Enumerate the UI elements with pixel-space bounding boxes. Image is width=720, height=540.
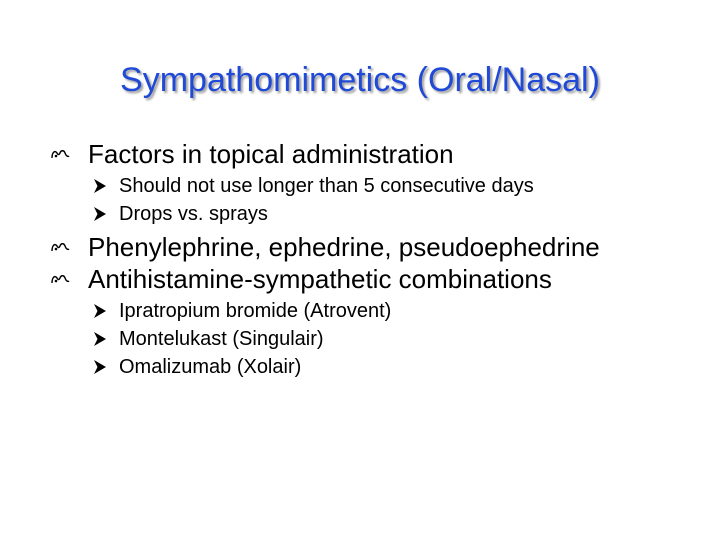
arrowhead-icon bbox=[93, 359, 119, 375]
sub-bullet-item bbox=[93, 202, 268, 226]
bullet-glyph-icon bbox=[50, 148, 88, 160]
bullet-item bbox=[50, 232, 600, 262]
bullet-glyph-icon bbox=[50, 241, 88, 253]
arrowhead-icon bbox=[93, 303, 119, 319]
bullet-text: Phenylephrine, ephedrine, pseudoephedrine bbox=[88, 232, 600, 262]
bullet-item bbox=[50, 139, 454, 169]
sub-bullet-text: Montelukast (Singulair) bbox=[119, 328, 324, 350]
arrowhead-icon bbox=[93, 331, 119, 347]
bullet-glyph-icon bbox=[50, 273, 88, 285]
sub-bullet-text: Should not use longer than 5 consecutive days bbox=[119, 175, 534, 197]
sub-bullet-item bbox=[93, 299, 391, 323]
sub-bullet-item bbox=[93, 174, 534, 198]
sub-bullet-text: Drops vs. sprays bbox=[119, 203, 268, 225]
slide-title: Sympathomimetics (Oral/Nasal) bbox=[120, 61, 600, 99]
sub-bullet-item bbox=[93, 355, 301, 379]
bullet-text: Antihistamine-sympathetic combinations bbox=[88, 264, 552, 294]
bullet-item bbox=[50, 264, 552, 294]
arrowhead-icon bbox=[93, 206, 119, 222]
sub-bullet-text: Ipratropium bromide (Atrovent) bbox=[119, 300, 392, 322]
bullet-text: Factors in topical administration bbox=[88, 139, 454, 169]
arrowhead-icon bbox=[93, 178, 119, 194]
sub-bullet-item bbox=[93, 327, 324, 351]
sub-bullet-text: Omalizumab (Xolair) bbox=[119, 356, 302, 378]
